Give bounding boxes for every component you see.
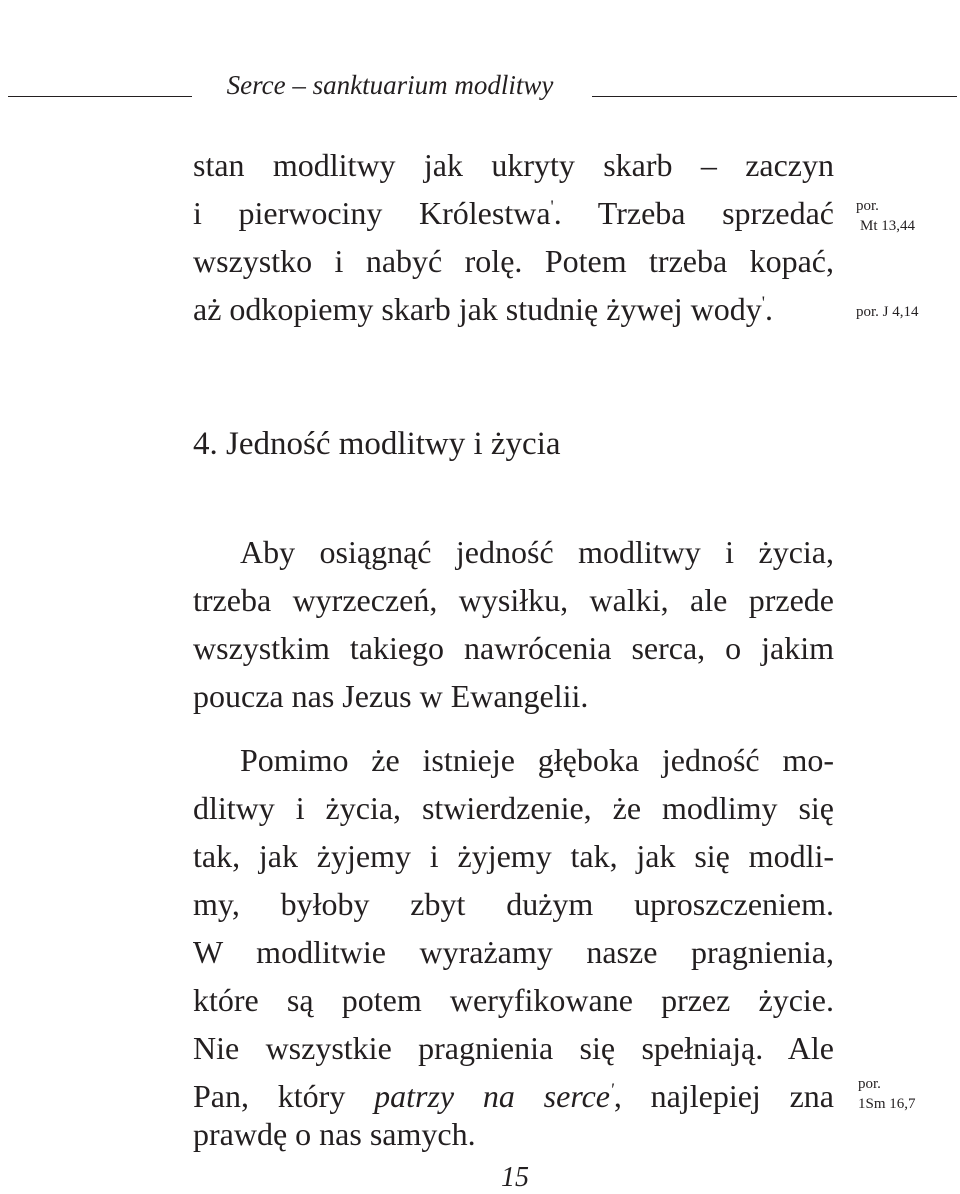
text-fragment: . Trzeba sprzedać <box>553 195 835 231</box>
text-line <box>193 1076 834 1116</box>
italic-quote <box>374 1078 614 1114</box>
reference-mark: ' <box>761 292 765 313</box>
text-line: Nie wszystkie pragnienia się spełniają. Ale <box>193 1030 834 1066</box>
text-fragment: aż odkopiemy skarb jak studnię żywej wody <box>193 291 762 327</box>
margin-note <box>856 302 919 322</box>
text-line: wszystkim takiego nawrócenia serca, o jakim <box>193 630 834 666</box>
margin-note-label: por. <box>856 198 879 214</box>
text-fragment: patrzy na serce <box>374 1078 610 1114</box>
text-line: prawdę o nas samych. <box>193 1116 476 1152</box>
text-fragment: . <box>765 291 773 327</box>
margin-note-ref: Mt 13,44 <box>860 218 916 234</box>
text-line <box>240 740 834 780</box>
text-fragment: , najlepiej zna <box>613 1078 834 1114</box>
text-line <box>193 532 834 572</box>
text-line: W modlitwie wyrażamy nasze pragnienia, <box>193 934 834 970</box>
reference-mark: ' <box>610 1079 614 1100</box>
margin-note-ref: J 4,14 <box>882 304 919 320</box>
section-heading: 4. Jedność modlitwy i życia <box>193 426 561 462</box>
margin-note-ref: 1Sm 16,7 <box>858 1096 916 1112</box>
page-number: 15 <box>501 1162 529 1193</box>
text-line: poucza nas Jezus w Ewangelii. <box>193 678 589 714</box>
text-line <box>193 289 773 329</box>
margin-note-label: por. <box>858 1076 881 1092</box>
header-rule-right <box>592 96 957 97</box>
text-fragment: Pan, który <box>193 1078 346 1114</box>
text-fragment: i pierwociny Królestwa <box>193 195 551 231</box>
text-line: stan modlitwy jak ukryty skarb – zaczyn <box>193 147 834 183</box>
margin-note-label: por. <box>856 304 879 320</box>
text-line <box>193 193 834 233</box>
margin-note <box>858 1074 916 1114</box>
text-line: my, byłoby zbyt dużym uproszczeniem. <box>193 886 834 922</box>
reference-mark: ' <box>550 196 554 217</box>
text-fragment: Aby osiągnąć jedność modlitwy i życia, <box>240 534 834 570</box>
text-line: dlitwy i życia, stwierdzenie, że modlimy się <box>193 790 834 826</box>
text-line: wszystko i nabyć rolę. Potem trzeba kopać, <box>193 243 834 279</box>
margin-note <box>856 196 915 236</box>
running-header: Serce – sanktuarium modlitwy <box>226 70 554 100</box>
text-line: tak, jak żyjemy i żyjemy tak, jak się modli- <box>193 838 834 874</box>
text-fragment: Pomimo że istnieje głęboka jedność mo- <box>240 742 834 778</box>
text-line: które są potem weryfikowane przez życie. <box>193 982 834 1018</box>
text-line: trzeba wyrzeczeń, wysiłku, walki, ale przede <box>193 582 834 618</box>
